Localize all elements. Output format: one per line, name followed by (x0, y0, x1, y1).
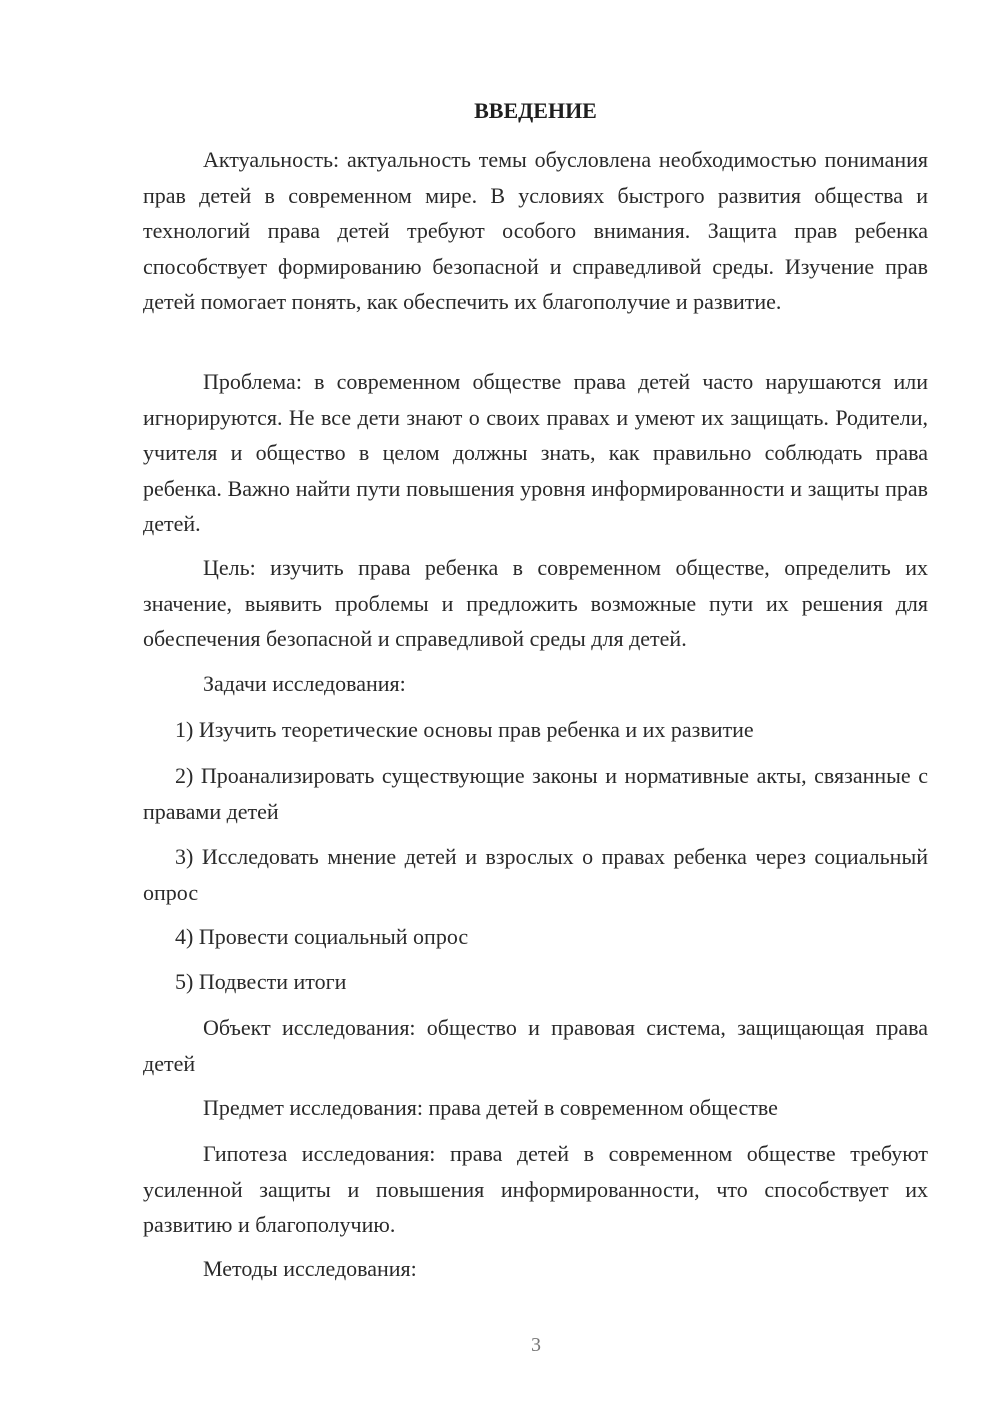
goal-paragraph: Цель: изучить права ребенка в современном обществе, определить их значение, выявить проблемы и предложить возможные пути их решения для обеспечения безопасной и справедливой среды для детей. (143, 555, 928, 651)
task-item-1: 1) Изучить теоретические основы прав ребенка и их развитие (175, 717, 754, 742)
object-paragraph: Объект исследования: общество и правовая система, защищающая права детей (143, 1015, 928, 1076)
hypothesis-paragraph: Гипотеза исследования: права детей в современном обществе требуют усиленной защиты и повышения информированности, что способствует их развитию и благополучию. (143, 1141, 928, 1237)
task-item-2: 2) Проанализировать существующие законы и нормативные акты, связанные с правами детей (143, 763, 928, 824)
relevance-paragraph: Актуальность: актуальность темы обусловлена необходимостью понимания прав детей в современном мире. В условиях быстрого развития общества и технологий права детей требуют особого внимания. Защита прав ребенка способствует формированию безопасной и справедливой среды. Изучение прав детей помогает понять, как обеспечить их благополучие и развитие. (143, 147, 928, 314)
task-item-4: 4) Провести социальный опрос (175, 924, 469, 949)
subject-paragraph: Предмет исследования: права детей в современном обществе (203, 1095, 778, 1120)
page-number: 3 (531, 1334, 541, 1356)
problem-paragraph: Проблема: в современном обществе права детей часто нарушаются или игнорируются. Не все дети знают о своих правах и умеют их защищать. Родители, учителя и общество в целом должны знать, как правильно соблюдать права ребенка. Важно найти пути повышения уровня информированности и защиты прав детей. (143, 369, 928, 536)
task-item-5: 5) Подвести итоги (175, 969, 347, 994)
page-title: ВВЕДЕНИЕ (474, 98, 597, 123)
task-item-3: 3) Исследовать мнение детей и взрослых о правах ребенка через социальный опрос (143, 844, 928, 905)
methods-heading: Методы исследования: (203, 1256, 417, 1281)
tasks-heading: Задачи исследования: (203, 671, 406, 696)
